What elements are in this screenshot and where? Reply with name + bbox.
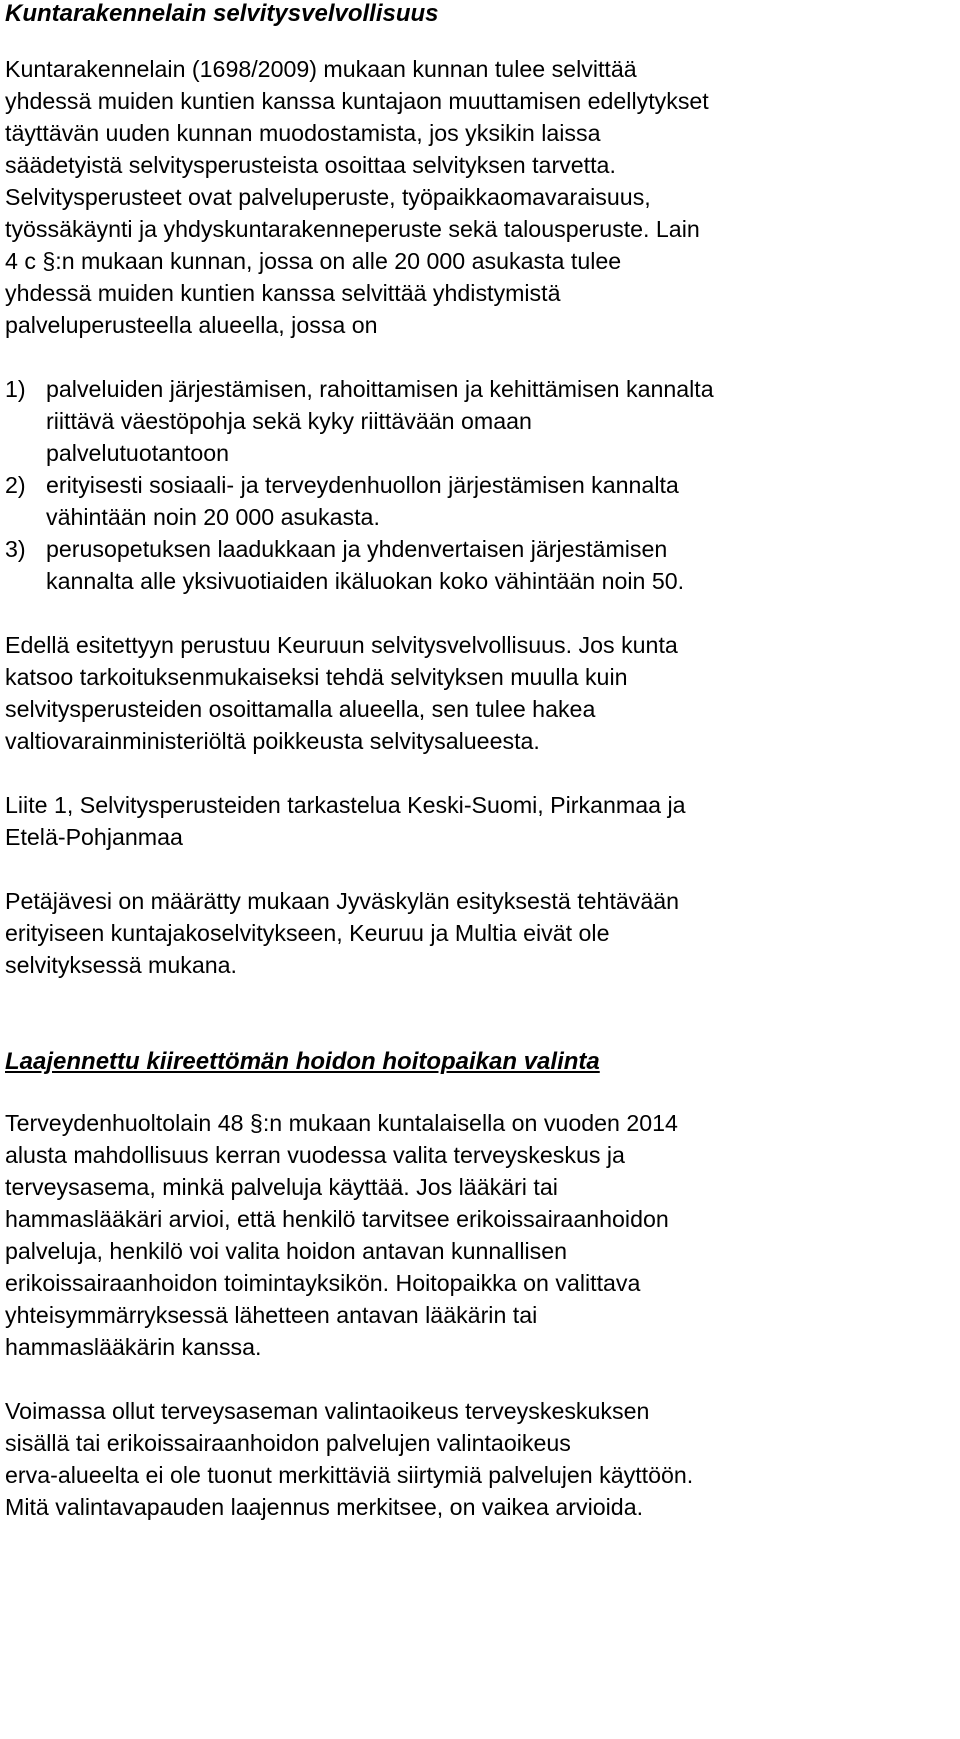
spacer <box>5 27 960 53</box>
spacer <box>5 853 960 885</box>
section-heading-selvitysvelvollisuus: Kuntarakennelain selvitysvelvollisuus <box>5 0 439 27</box>
intro-paragraph: Kuntarakennelain (1698/2009) mukaan kunnan tulee selvittää yhdessä muiden kuntien kanssa kuntajaon muuttamisen edellytykset täyttävän uuden kunnan muodostamista, jos yksikin laissa säädetyistä selvitysperusteista osoittaa selvityksen tarvetta. Selvitysperusteet ovat palveluperuste, työpaikkaomavaraisuus, työssäkäynti ja yhdyskuntarakenneperuste sekä talousperuste. Lain 4 c §:n mukaan kunnan, jossa on alle 20 000 asukasta tulee yhdessä muiden kuntien kanssa selvittää yhdistymistä palveluperusteella alueella, jossa on <box>5 56 709 338</box>
section-heading-hoitopaikan-valinta: Laajennettu kiireettömän hoidon hoitopaikan valinta <box>5 1048 600 1075</box>
list-item <box>5 533 960 597</box>
petajavesi-paragraph: Petäjävesi on määrätty mukaan Jyväskylän esityksestä tehtävään erityiseen kuntajakoselvitykseen, Keuruu ja Multia eivät ole selvityksessä mukana. <box>5 888 680 978</box>
list-item-text: erityisesti sosiaali- ja terveydenhuollon järjestämisen kannalta vähintään noin 20 000 asukasta. <box>46 472 679 530</box>
list-item <box>5 373 960 469</box>
list-item-text: perusopetuksen laadukkaan ja yhdenvertaisen järjestämisen kannalta alle yksivuotiaiden ikäluokan koko vähintään noin 50. <box>46 536 685 594</box>
list-item-text: palveluiden järjestämisen, rahoittamisen ja kehittämisen kannalta riittävä väestöpohja sekä kyky riittävään omaan palvelutuotantoon <box>46 376 714 466</box>
spacer <box>5 1075 960 1107</box>
list-item <box>5 469 960 533</box>
health-act-paragraph: Terveydenhuoltolain 48 §:n mukaan kuntalaisella on vuoden 2014 alusta mahdollisuus kerran vuodessa valita terveyskeskus ja terveysasema, minkä palveluja käyttää. Jos lääkäri tai hammaslääkäri arvioi, että henkilö tarvitsee erikoissairaanhoidon palveluja, henkilö voi valita hoidon antavan kunnallisen erikoissairaanhoidon toimintayksikön. Hoitopaikka on valittava yhteisymmärryksessä lähetteen antavan lääkärin tai hammaslääkärin kanssa. <box>5 1110 678 1360</box>
spacer <box>5 981 960 1049</box>
obligation-paragraph: Edellä esitettyyn perustuu Keuruun selvitysvelvollisuus. Jos kunta katsoo tarkoituksenmukaiseksi tehdä selvityksen muulla kuin selvitysperusteiden osoittamalla alueella, sen tulee hakea valtiovarainministeriöltä poikkeusta selvitysalueesta. <box>5 632 678 754</box>
spacer <box>5 757 960 789</box>
appendix-reference: Liite 1, Selvitysperusteiden tarkastelua Keski-Suomi, Pirkanmaa ja Etelä-Pohjanmaa <box>5 792 686 850</box>
spacer <box>5 341 960 373</box>
list-item-number: 1) <box>5 376 26 402</box>
list-item-number: 3) <box>5 536 26 562</box>
choice-right-paragraph: Voimassa ollut terveysaseman valintaoikeus terveyskeskuksen sisällä tai erikoissairaanhoidon palvelujen valintaoikeus erva-alueelta ei ole tuonut merkittäviä siirtymiä palvelujen käyttöön. Mitä valintavapauden laajennus merkitsee, on vaikea arvioida. <box>5 1398 694 1520</box>
criteria-list <box>5 373 960 597</box>
list-item-number: 2) <box>5 472 26 498</box>
spacer <box>5 1363 960 1395</box>
spacer <box>5 597 960 629</box>
